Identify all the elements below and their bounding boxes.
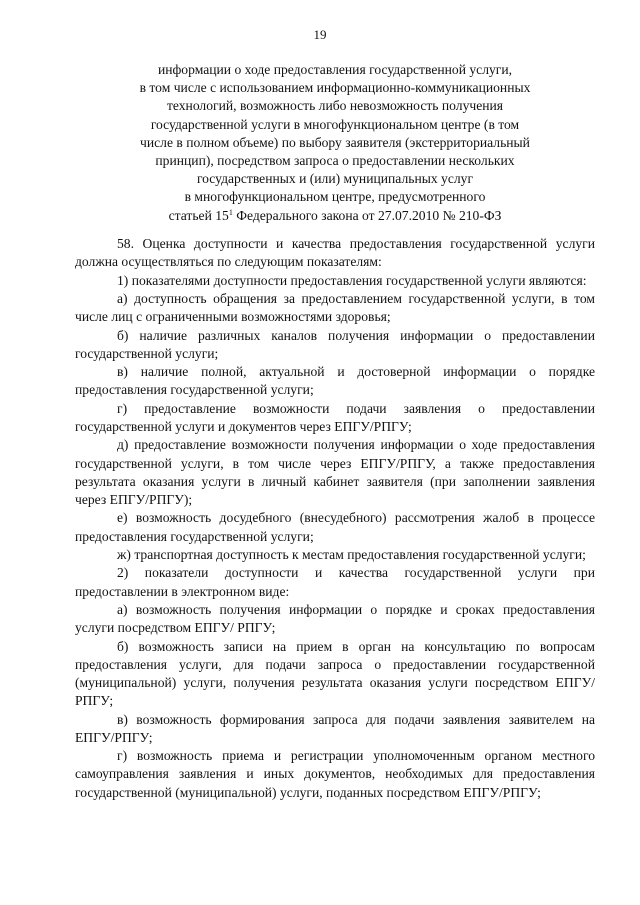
paragraph-item-1g: г) предоставление возможности подачи заявления о предоставлении государственной услуги и документов через ЕПГУ/РПГУ; <box>75 400 595 434</box>
heading-last-line <box>75 207 595 225</box>
heading-line: принцип), посредством запроса о предоставлении нескольких <box>155 153 515 169</box>
paragraph-item-1zh: ж) транспортная доступность к местам предоставления государственной услуги; <box>117 546 586 562</box>
paragraph-item-1b: б) наличие различных каналов получения информации о предоставлении государственной услуги; <box>75 327 595 361</box>
heading-superscript: 1 <box>228 207 233 217</box>
page-number: 19 <box>313 27 327 42</box>
heading-line: в многофункциональном центре, предусмотренного <box>184 189 486 205</box>
heading-line: государственной услуги в многофункциональном центре (в том <box>150 116 520 132</box>
document-body <box>75 235 595 802</box>
section-heading <box>75 61 595 225</box>
paragraph-item-2a: а) возможность получения информации о порядке и сроках предоставления услуги посредством ЕПГУ/ РПГУ; <box>75 601 595 636</box>
heading-last-line-start: статьей 15 <box>168 207 229 223</box>
paragraph-item-2g: г) возможность приема и регистрации уполномоченным органом местного самоуправления заявления и иных документов, необходимых для предоставления государственной (муниципальной) услуги, поданных посредством ЕПГУ/РПГУ; <box>75 748 595 800</box>
heading-line: информации о ходе предоставления государственной услуги, <box>157 62 513 77</box>
paragraph-item-1a: а) доступность обращения за предоставлением государственной услуги, в том числе лиц с ограниченными возможностями здоровья; <box>75 290 595 325</box>
heading-line: в том числе с использованием информационно-коммуникационных <box>139 80 531 96</box>
heading-line: числе в полном объеме) по выбору заявителя (экстерриториальный <box>140 134 530 150</box>
heading-last-line-end: Федерального закона от 27.07.2010 № 210-ФЗ <box>232 207 502 223</box>
paragraph-item-1: 1) показателями доступности предоставления государственной услуги являются: <box>117 272 587 288</box>
paragraph-item-2v: в) возможность формирования запроса для подачи заявления заявителем на ЕПГУ/РПГУ; <box>75 711 595 745</box>
paragraph-item-1d: д) предоставление возможности получения информации о ходе предоставления государственной услуги, в том числе через ЕПГУ/РПГУ, а также предоставления результата оказания услуги в личный кабинет заявителя (при заполнении заявления через ЕПГУ/РПГУ); <box>75 437 595 507</box>
paragraph-item-1v: в) наличие полной, актуальной и достоверной информации о порядке предоставления государственной услуги; <box>75 364 595 398</box>
paragraph-58: 58. Оценка доступности и качества предоставления государственной услуги должна осуществляться по следующим показателям: <box>75 236 595 270</box>
heading-line: технологий, возможность либо невозможность получения <box>166 98 504 114</box>
paragraph-item-1e: е) возможность досудебного (внесудебного) рассмотрения жалоб в процессе предоставления государственной услуги; <box>75 510 595 544</box>
paragraph-item-2b: б) возможность записи на прием в орган на консультацию по вопросам предоставления услуги, для подачи запроса о предоставлении государственной (муниципальной) услуги, получения результата оказания услуги посредством ЕПГУ/РПГУ; <box>75 638 595 709</box>
paragraph-item-2: 2) показатели доступности и качества государственной услуги при предоставлении в электронном виде: <box>75 565 595 599</box>
heading-line: государственных и (или) муниципальных услуг <box>196 171 474 187</box>
